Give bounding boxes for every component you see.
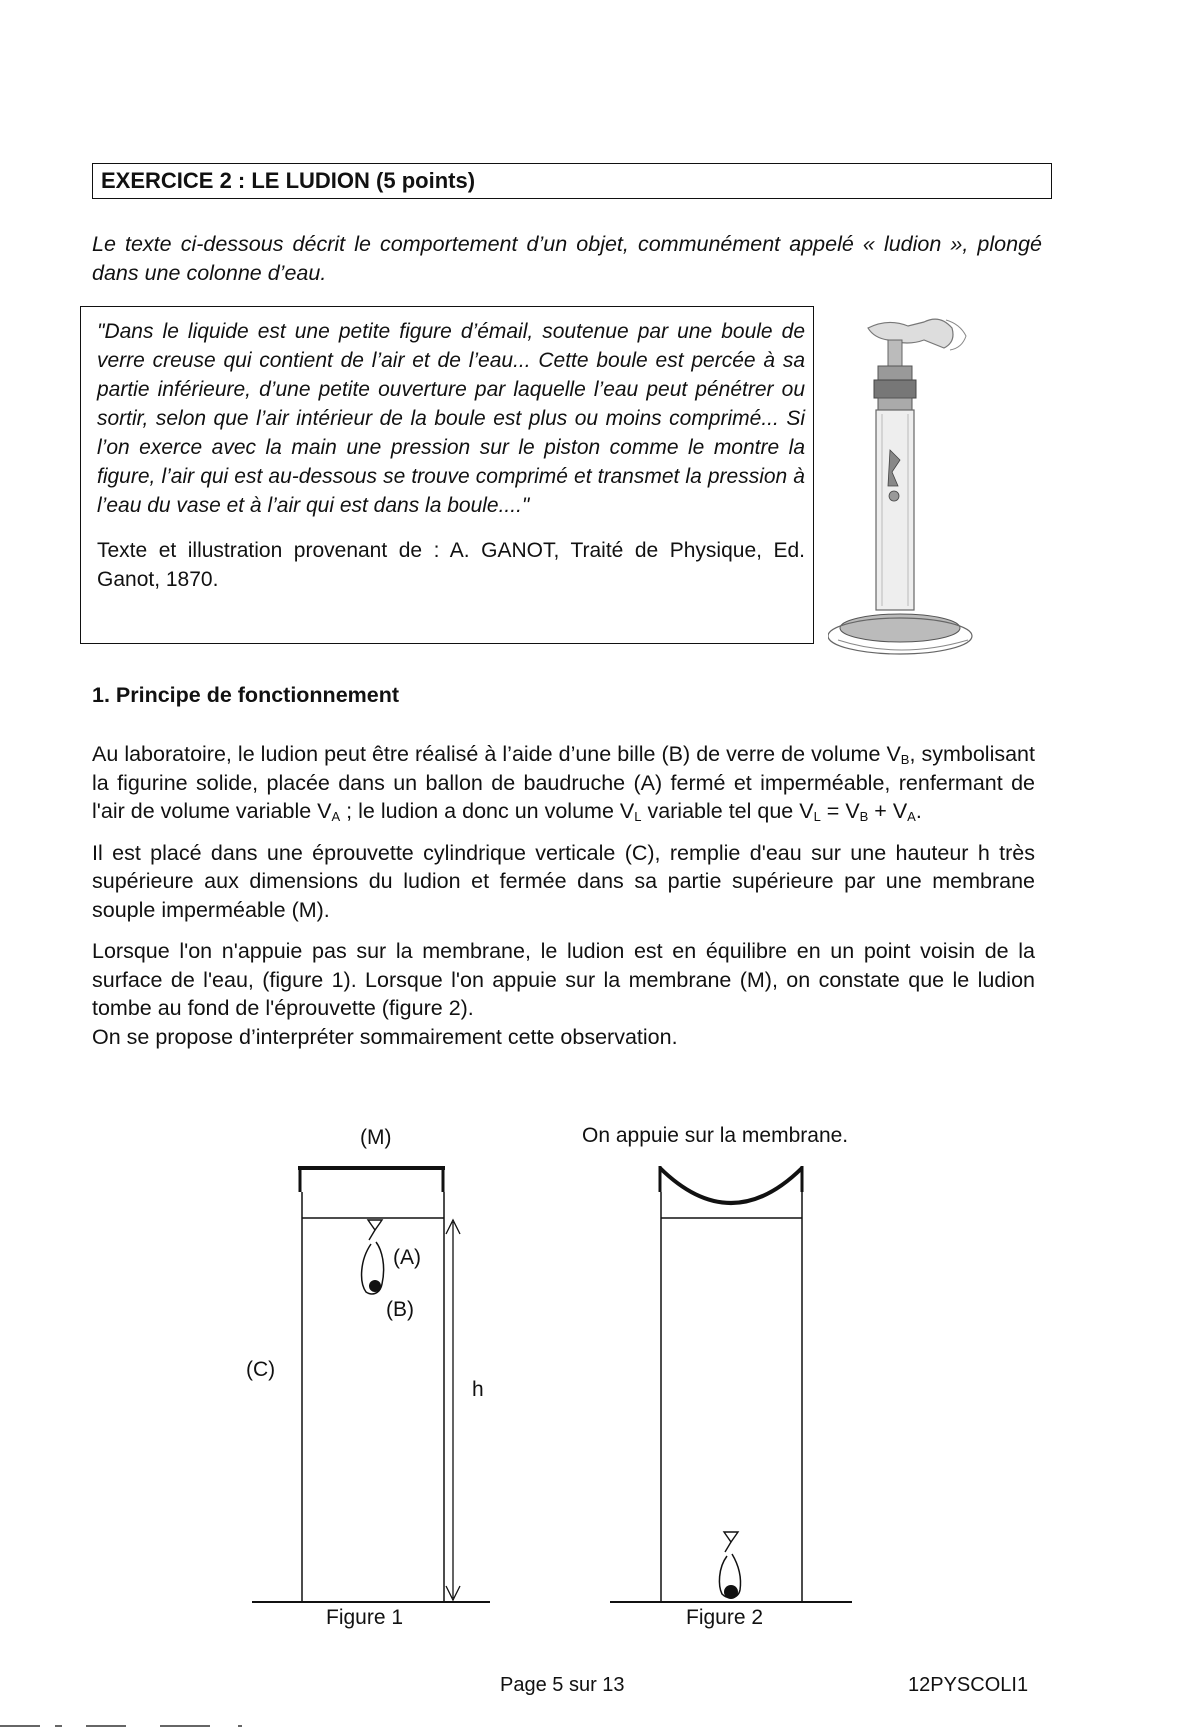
ludion-bottom [719, 1532, 740, 1599]
p1-sub-5: B [859, 809, 869, 824]
p1-sub-6: A [907, 809, 916, 824]
height-arrow [446, 1220, 460, 1600]
paragraph-2: Il est placé dans une éprouvette cylindrique verticale (C), remplie d'eau sur une hauteur h très supérieure aux dimensions du ludion et fermée dans sa partie supérieure par une membrane souple imperméable (M). [92, 840, 1035, 922]
p1-text-5: = V [820, 799, 860, 823]
p1-text-7: . [915, 799, 922, 823]
paragraph-3: Lorsque l'on n'appuie pas sur la membrane, le ludion est en équilibre en un point voisin de la surface de l'eau, (figure 1). Lorsque l'on appuie sur la membrane (M), on constate que le ludion tombe au fond de l'éprouvette (figure 2). [92, 939, 1035, 1020]
p1-sub-3: L [634, 809, 642, 824]
label-c: (C) [246, 1358, 276, 1381]
paragraph-1 [92, 740, 1035, 826]
ludion-top [362, 1220, 384, 1294]
section-title: 1. Principe de fonctionnement [92, 683, 400, 707]
label-m: (M) [360, 1126, 392, 1149]
label-b: (B) [386, 1298, 414, 1321]
quote-text: "Dans le liquide est une petite figure d’émail, soutenue par une boule de verre creuse qui contient de l’air et de l’eau... Cette boule est percée à sa partie inférieure, d’une petite ouverture par laquelle l’eau peut pénétrer ou sortir, selon que l’air intérieur de la boule est plus ou moins comprimé... Si l’on exerce avec la main une pression sur le piston comme le montre la figure, l’air qui est au-dessous se trouve comprimé et transmet la pression à l’eau du vase et à l’air qui est dans la boule...." [97, 320, 805, 517]
p1-text-2: , symbolisant la figurine solide, placée dans un ballon de baudruche (A) fermé et imperméable, renfermant de l'air de volume variable V [92, 742, 1035, 823]
column-c [302, 1192, 444, 1602]
figure-2-caption: Figure 2 [686, 1606, 764, 1629]
quote-box [80, 306, 814, 644]
figure-1-caption: Figure 1 [326, 1606, 404, 1629]
label-h: h [472, 1378, 484, 1401]
p1-sub-1: B [900, 752, 910, 767]
paragraph-4: On se propose d’interpréter sommairement cette observation. [92, 1024, 678, 1049]
section-body [92, 740, 1035, 1064]
document-code: 12PYSCOLI1 [908, 1674, 1029, 1696]
intro-text: Le texte ci-dessous décrit le comportement d’un objet, communément appelé « ludion », plongé dans une colonne d’eau. [92, 232, 1042, 285]
p1-sub-4: L [813, 809, 821, 824]
membrane-flat [298, 1166, 445, 1192]
label-a: (A) [393, 1246, 421, 1269]
exercise-title: EXERCICE 2 : LE LUDION (5 points) [92, 163, 1052, 199]
p1-text-4: variable tel que V [641, 799, 814, 823]
p1-text-6: + V [868, 799, 908, 823]
quote-source: Texte et illustration provenant de : A. GANOT, Traité de Physique, Ed. Ganot, 1870. [97, 539, 805, 591]
p1-text-3: ; le ludion a donc un volume V [340, 799, 635, 823]
ganot-ludion-illustration [828, 310, 988, 675]
figure-2 [582, 1124, 852, 1629]
membrane-pressed [660, 1166, 802, 1203]
figure-1 [246, 1126, 490, 1629]
page-number: Page 5 sur 13 [500, 1674, 625, 1696]
p1-text-1: Au laboratoire, le ludion peut être réalisé à l’aide d’une bille (B) de verre de volume V [92, 742, 901, 766]
figures-diagram [0, 1120, 1200, 1640]
p1-sub-2: A [331, 809, 341, 824]
scan-artifacts [0, 1716, 300, 1736]
figure-2-note: On appuie sur la membrane. [582, 1124, 849, 1147]
